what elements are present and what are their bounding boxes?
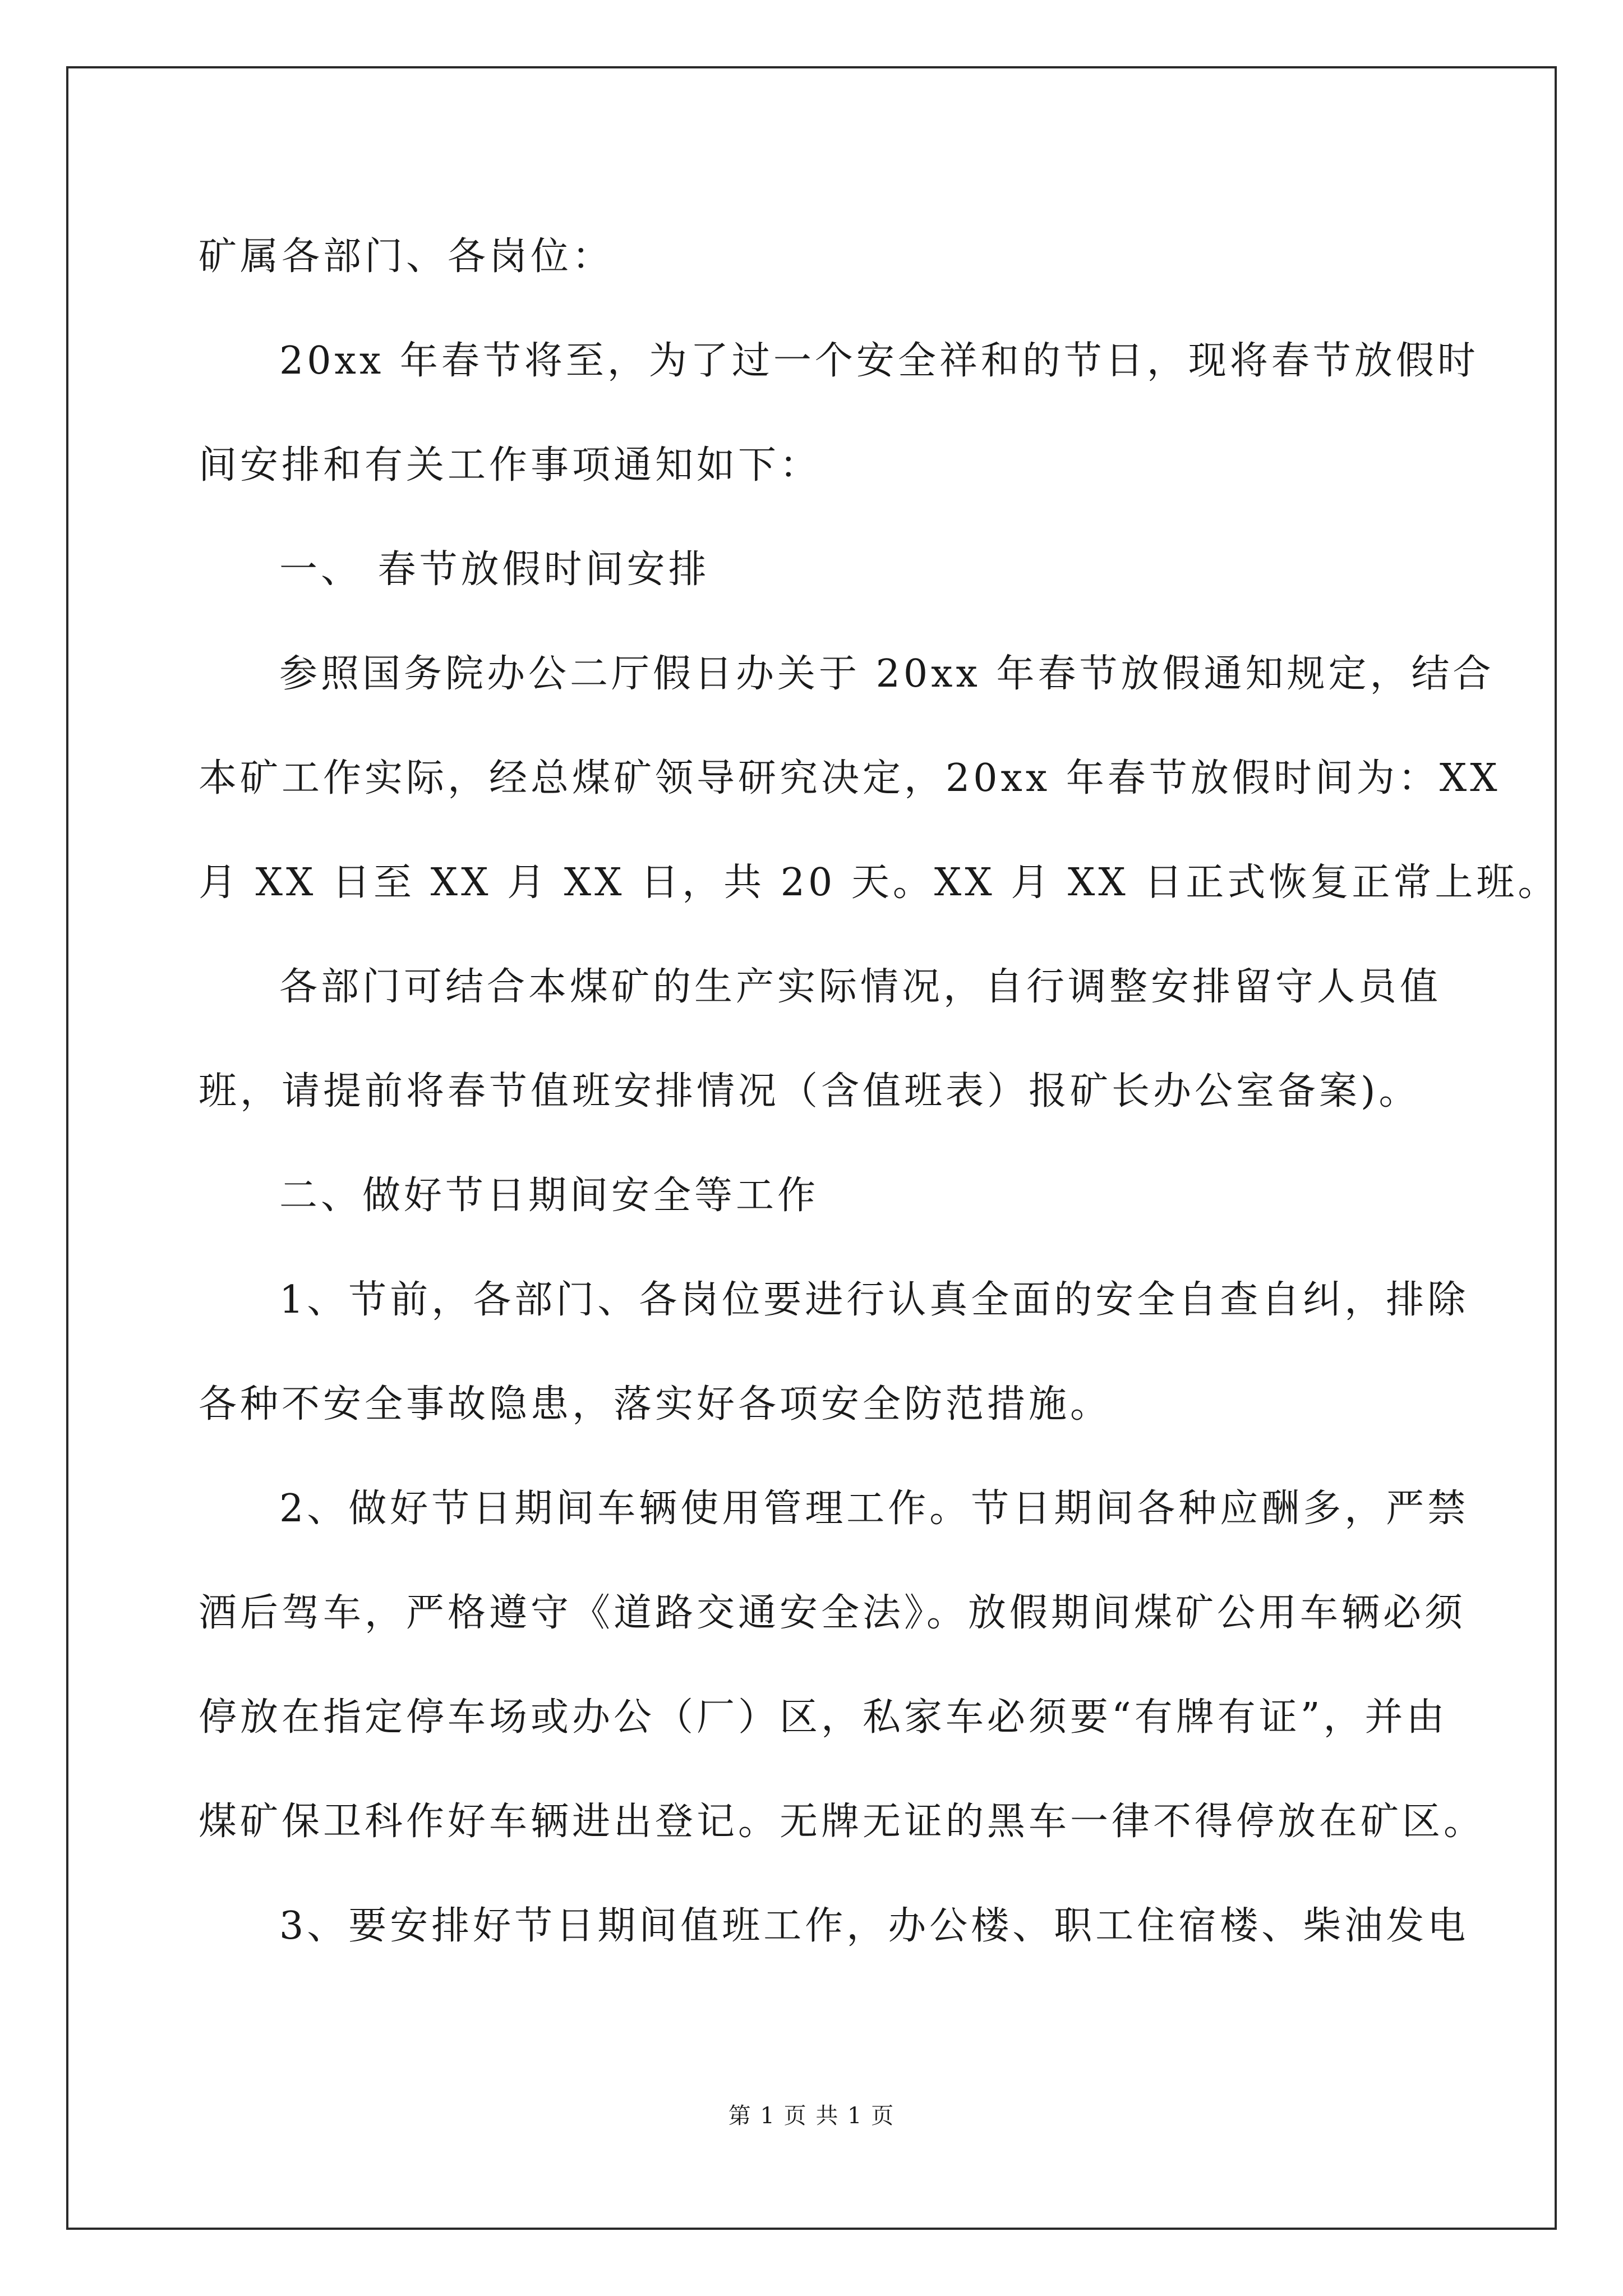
section-heading: 一、 春节放假时间安排: [279, 547, 710, 592]
paragraph-line: 班，请提前将春节值班安排情况（含值班表）报矿长办公室备案)。: [199, 1069, 1421, 1114]
paragraph-line: 2、做好节日期间车辆使用管理工作。节日期间各种应酬多，严禁: [279, 1487, 1469, 1531]
page-footer: 第 1 页 共 1 页: [728, 2103, 895, 2129]
salutation-line: 矿属各部门、各岗位：: [199, 234, 614, 279]
section-heading: 二、做好节日期间安全等工作: [279, 1174, 819, 1218]
paragraph-line: 参照国务院办公二厅假日办关于 20xx 年春节放假通知规定，结合: [279, 652, 1495, 696]
paragraph-line: 3、要安排好节日期间值班工作，办公楼、职工住宿楼、柴油发电: [279, 1904, 1469, 1948]
paragraph-line: 间安排和有关工作事项通知如下：: [199, 443, 822, 487]
paragraph-line: 煤矿保卫科作好车辆进出登记。无牌无证的黑车一律不得停放在矿区。: [199, 1800, 1486, 1844]
paragraph-line: 停放在指定停车场或办公（厂）区，私家车必须要“有牌有证”，并由: [199, 1695, 1448, 1740]
paragraph-line: 20xx 年春节将至，为了过一个安全祥和的节日，现将春节放假时: [279, 339, 1479, 383]
paragraph-line: 本矿工作实际，经总煤矿领导研究决定，20xx 年春节放假时间为：XX: [199, 756, 1501, 800]
paragraph-line: 各种不安全事故隐患，落实好各项安全防范措施。: [199, 1382, 1112, 1427]
paragraph-line: 各部门可结合本煤矿的生产实际情况，自行调整安排留守人员值: [279, 965, 1442, 1009]
document-body: [199, 205, 1560, 1978]
paragraph-line: 酒后驾车，严格遵守《道路交通安全法》。放假期间煤矿公用车辆必须: [199, 1591, 1467, 1635]
paragraph-line: 月 XX 日至 XX 月 XX 日，共 20 天。XX 月 XX 日正式恢复正常上班。: [199, 861, 1560, 905]
paragraph-line: 1、节前，各部门、各岗位要进行认真全面的安全自查自纠，排除: [279, 1278, 1469, 1322]
